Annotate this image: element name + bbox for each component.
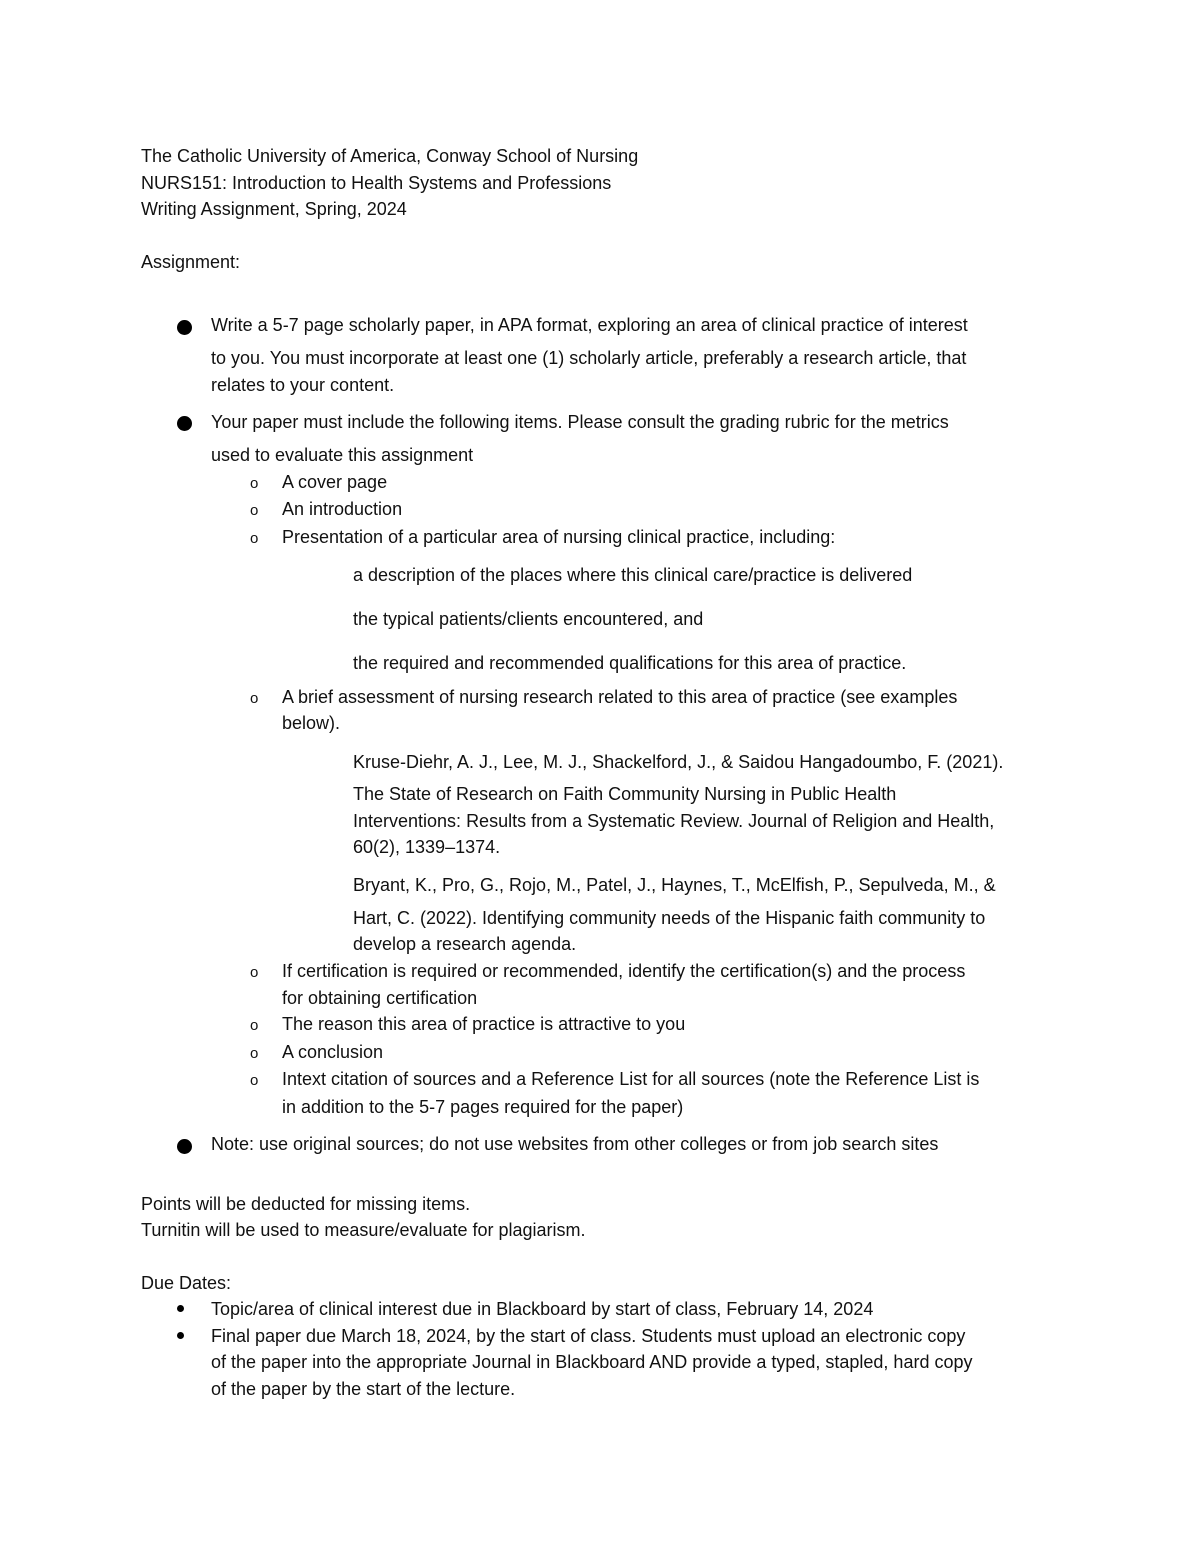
reference-1-line-3: Interventions: Results from a Systematic Review. Journal of Religion and Health, bbox=[353, 811, 995, 831]
sub-item-reason: The reason this area of practice is attractive to you bbox=[282, 1014, 686, 1034]
due-date-final-line-1: Final paper due March 18, 2024, by the start of class. Students must upload an electronic copy bbox=[211, 1326, 966, 1346]
presentation-detail-qualifications: the required and recommended qualifications for this area of practice. bbox=[353, 653, 907, 673]
course-line: NURS151: Introduction to Health Systems and Professions bbox=[141, 173, 612, 193]
turnitin-note: Turnitin will be used to measure/evaluate for plagiarism. bbox=[141, 1220, 586, 1240]
reference-1-line-1: Kruse-Diehr, A. J., Lee, M. J., Shackelford, J., & Saidou Hangadoumbo, F. (2021). bbox=[353, 752, 1004, 772]
reference-2-line-2: Hart, C. (2022). Identifying community needs of the Hispanic faith community to bbox=[353, 908, 986, 928]
sub-bullet-marker: o bbox=[250, 690, 259, 707]
points-note: Points will be deducted for missing items. bbox=[141, 1194, 471, 1214]
bullet-icon bbox=[177, 1305, 184, 1312]
sub-bullet-marker: o bbox=[250, 530, 259, 547]
bullet-icon bbox=[177, 1332, 184, 1339]
bullet-icon bbox=[177, 320, 192, 335]
sub-bullet-marker: o bbox=[250, 964, 259, 981]
sub-item-citation-line-2: in addition to the 5-7 pages required for the paper) bbox=[282, 1097, 684, 1117]
sub-item-presentation: Presentation of a particular area of nursing clinical practice, including: bbox=[282, 527, 836, 547]
sub-item-assessment-line-1: A brief assessment of nursing research related to this area of practice (see examples bbox=[282, 687, 958, 707]
institution-line: The Catholic University of America, Conway School of Nursing bbox=[141, 146, 639, 166]
due-dates-heading: Due Dates: bbox=[141, 1273, 232, 1293]
sub-bullet-marker: o bbox=[250, 502, 259, 519]
sub-bullet-marker: o bbox=[250, 1072, 259, 1089]
presentation-detail-patients: the typical patients/clients encountered, and bbox=[353, 609, 704, 629]
bullet-icon bbox=[177, 1139, 192, 1154]
sub-item-cover: A cover page bbox=[282, 472, 388, 492]
bullet-icon bbox=[177, 416, 192, 431]
assignment-term-line: Writing Assignment, Spring, 2024 bbox=[141, 199, 407, 219]
sub-item-conclusion: A conclusion bbox=[282, 1042, 384, 1062]
bullet-3-note: Note: use original sources; do not use websites from other colleges or from job search sites bbox=[211, 1134, 939, 1154]
due-date-final-line-2: of the paper into the appropriate Journal in Blackboard AND provide a typed, stapled, hard copy bbox=[211, 1352, 973, 1372]
reference-2-line-3: develop a research agenda. bbox=[353, 934, 577, 954]
bullet-2-line-2: used to evaluate this assignment bbox=[211, 445, 474, 465]
sub-item-intro: An introduction bbox=[282, 499, 403, 519]
sub-item-citation-line-1: Intext citation of sources and a Reference List for all sources (note the Reference List is bbox=[282, 1069, 980, 1089]
reference-1-line-2: The State of Research on Faith Community Nursing in Public Health bbox=[353, 784, 897, 804]
presentation-detail-places: a description of the places where this clinical care/practice is delivered bbox=[353, 565, 913, 585]
due-date-final-line-3: of the paper by the start of the lecture. bbox=[211, 1379, 516, 1399]
due-date-topic: Topic/area of clinical interest due in Blackboard by start of class, February 14, 2024 bbox=[211, 1299, 874, 1319]
sub-bullet-marker: o bbox=[250, 1045, 259, 1062]
reference-2-line-1: Bryant, K., Pro, G., Rojo, M., Patel, J., Haynes, T., McElfish, P., Sepulveda, M., & bbox=[353, 875, 996, 895]
sub-bullet-marker: o bbox=[250, 475, 259, 492]
sub-item-assessment-line-2: below). bbox=[282, 713, 341, 733]
bullet-1-line-1: Write a 5-7 page scholarly paper, in APA format, exploring an area of clinical practice of interest bbox=[211, 315, 968, 335]
bullet-2-line-1: Your paper must include the following items. Please consult the grading rubric for the metrics bbox=[211, 412, 949, 432]
bullet-1-line-2: to you. You must incorporate at least one (1) scholarly article, preferably a research article, that bbox=[211, 348, 967, 368]
bullet-1-line-3: relates to your content. bbox=[211, 375, 395, 395]
reference-1-line-4: 60(2), 1339–1374. bbox=[353, 837, 501, 857]
sub-bullet-marker: o bbox=[250, 1017, 259, 1034]
sub-item-certification-line-2: for obtaining certification bbox=[282, 988, 478, 1008]
assignment-heading: Assignment: bbox=[141, 252, 241, 272]
sub-item-certification-line-1: If certification is required or recommended, identify the certification(s) and the process bbox=[282, 961, 966, 981]
